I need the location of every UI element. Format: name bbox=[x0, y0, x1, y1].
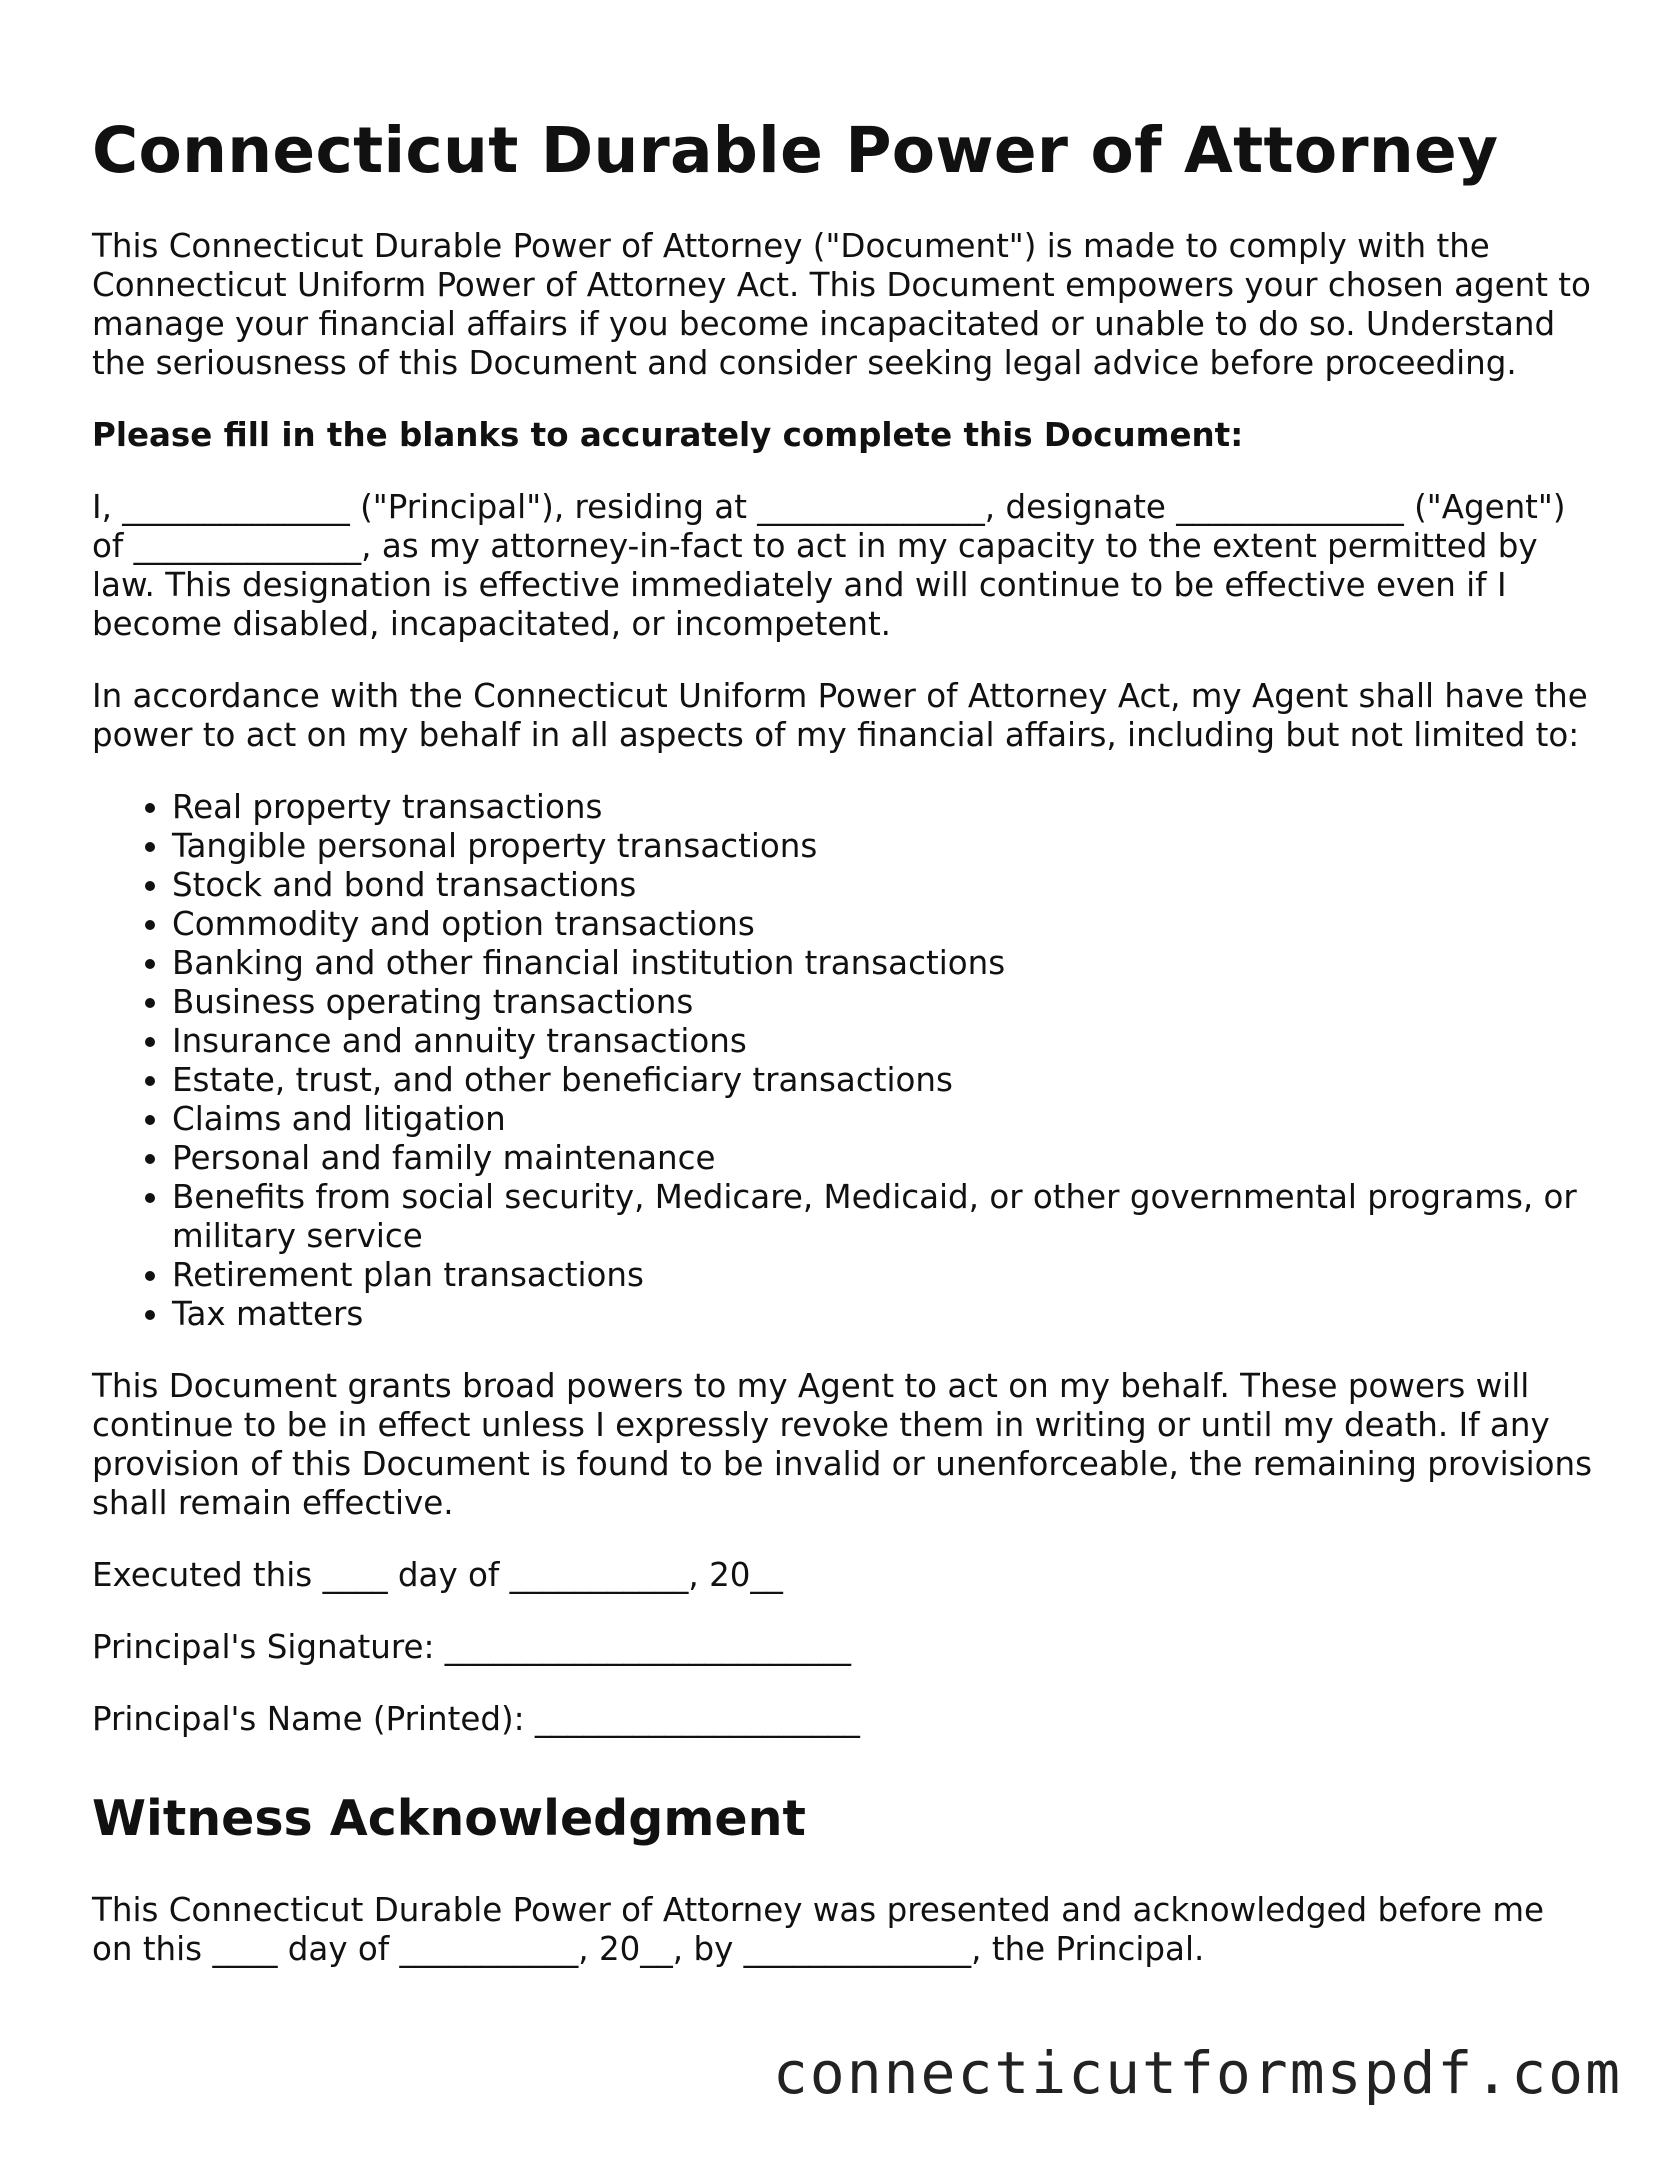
list-item: • Retirement plan transactions bbox=[172, 1256, 1592, 1295]
witness-heading: Witness Acknowledgment bbox=[92, 1790, 806, 1847]
fill-instruction: Please fill in the blanks to accurately complete this Document: bbox=[92, 416, 1244, 454]
document-page bbox=[92, 112, 1592, 2002]
executed-line: Executed this ____ day of ___________, 20__ bbox=[92, 1556, 783, 1594]
designation-paragraph: I, ______________ ("Principal"), residing at ______________, designate ______________ ("Agent") of ______________, as my attorney-in-fact to act in my capacity to the extent permitted by law. This designation is effective immediately and will continue to be effective even if I become disabled, incapacitated, or incompetent. bbox=[92, 488, 1566, 643]
principal-name-line: Principal's Name (Printed): ____________________ bbox=[92, 1700, 860, 1738]
powers-list bbox=[92, 788, 1592, 1334]
list-item: • Personal and family maintenance bbox=[172, 1139, 1592, 1178]
list-item: • Business operating transactions bbox=[172, 983, 1592, 1022]
list-item: • Real property transactions bbox=[172, 788, 1592, 827]
list-item: • Claims and litigation bbox=[172, 1100, 1592, 1139]
witness-paragraph: This Connecticut Durable Power of Attorney was presented and acknowledged before me on this ____ day of ___________, 20__, by ______________, the Principal. bbox=[92, 1891, 1545, 1968]
list-item: • Insurance and annuity transactions bbox=[172, 1022, 1592, 1061]
document-title: Connecticut Durable Power of Attorney bbox=[92, 114, 1499, 187]
list-item: • Stock and bond transactions bbox=[172, 866, 1592, 905]
list-item: • Benefits from social security, Medicare, Medicaid, or other governmental programs, or military service bbox=[172, 1178, 1592, 1256]
intro-paragraph: This Connecticut Durable Power of Attorney ("Document") is made to comply with the Connecticut Uniform Power of Attorney Act. This Document empowers your chosen agent to manage your financial affairs if you become incapacitated or unable to do so. Understand the seriousness of this Document and consider seeking legal advice before proceeding. bbox=[92, 227, 1591, 382]
list-item: • Banking and other financial institution transactions bbox=[172, 944, 1592, 983]
principal-signature-line: Principal's Signature: _________________________ bbox=[92, 1628, 852, 1666]
list-item: • Commodity and option transactions bbox=[172, 905, 1592, 944]
broad-powers-paragraph: This Document grants broad powers to my Agent to act on my behalf. These powers will continue to be in effect unless I expressly revoke them in writing or until my death. If any provision of this Document is found to be invalid or unenforceable, the remaining provisions shall remain effective. bbox=[92, 1367, 1593, 1522]
list-item: • Tangible personal property transactions bbox=[172, 827, 1592, 866]
list-item: • Tax matters bbox=[172, 1295, 1592, 1334]
powers-intro-paragraph: In accordance with the Connecticut Uniform Power of Attorney Act, my Agent shall have the power to act on my behalf in all aspects of my financial affairs, including but not limited to: bbox=[92, 677, 1588, 754]
list-item: • Estate, trust, and other beneficiary transactions bbox=[172, 1061, 1592, 1100]
watermark: connecticutformspdf.com bbox=[772, 2039, 1622, 2107]
